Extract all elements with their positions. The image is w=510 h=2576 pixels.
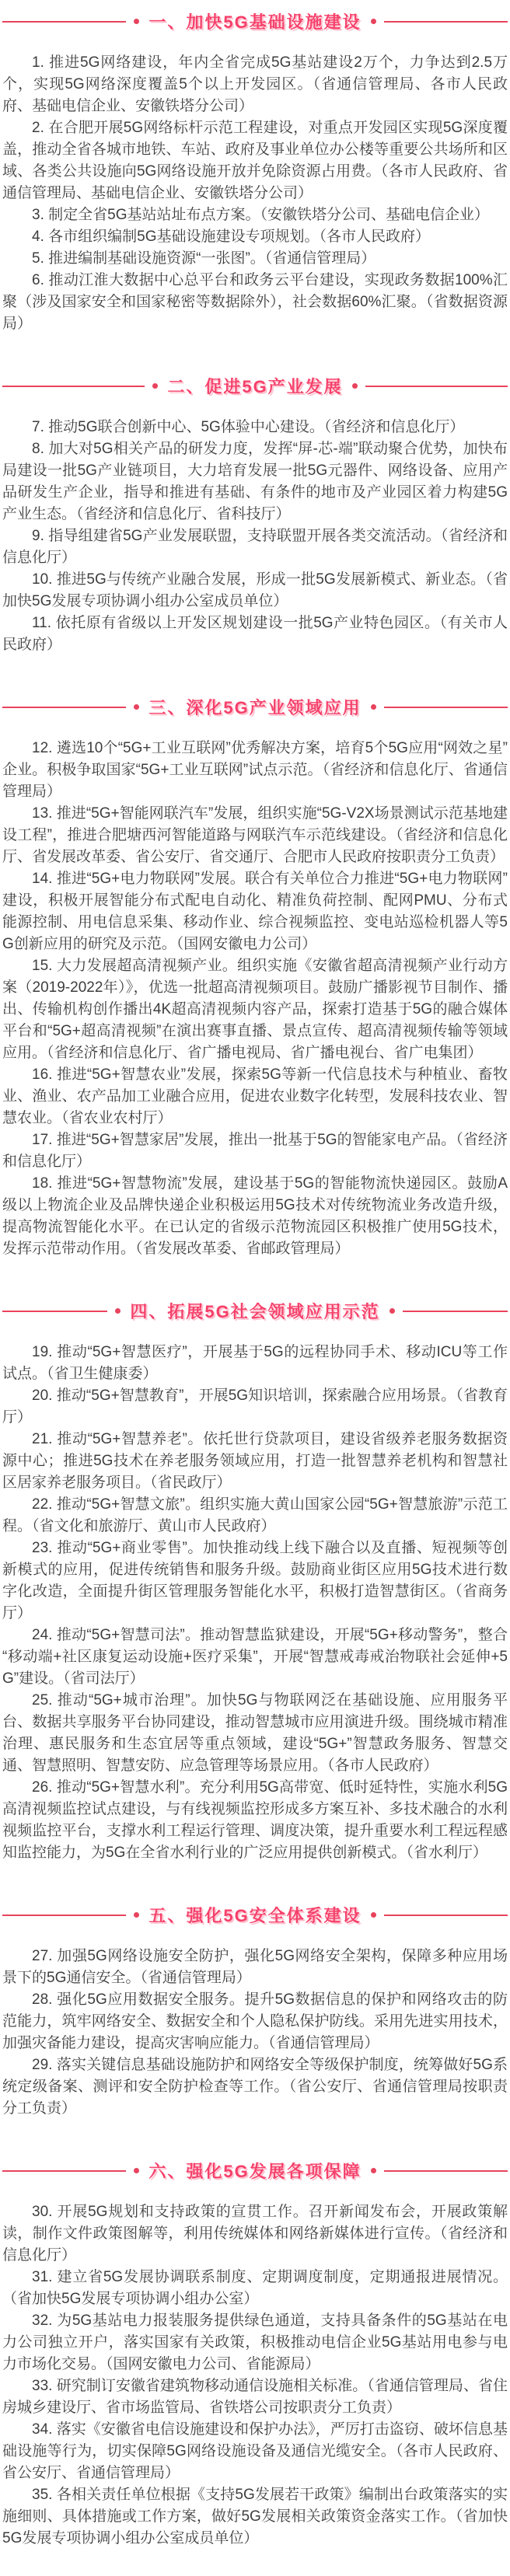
policy-item: 10. 推进5G与传统产业融合发展，形成一批5G发展新模式、新业态。（省加快5G发展专项协调小组办公室成员单位） <box>2 571 508 609</box>
policy-item: 26. 推动“5G+智慧水利”。充分利用5G高带宽、低时延特性，实施水利5G高清视频监控试点建设，与有线视频监控形成多方案互补、多技术融合的水利视频监控平台，支撑水利工程运行管理、调度决策，提升重要水利工程远程感知监控能力，为5G在全省水利行业的广泛应用提供创新模式。（省水利厅） <box>2 1779 508 1861</box>
policy-section <box>2 1903 508 2120</box>
header-rule-left <box>2 386 145 387</box>
section-title: 三、深化5G产业领域应用 <box>148 698 362 717</box>
header-dot-left-icon <box>134 704 139 710</box>
policy-item: 9. 指导组建省5G产业发展联盟，支持联盟开展各类交流活动。（省经济和信息化厅） <box>2 528 508 566</box>
policy-item: 11. 依托原有省级以上开发区规划建设一批5G产业特色园区。（有关市人民政府） <box>2 615 508 653</box>
policy-section <box>2 2159 508 2550</box>
header-rule-right <box>384 1915 508 1916</box>
policy-item: 33. 研究制订安徽省建筑物移动通信设施相关标准。（省通信管理局、省住房城乡建设厅、省市场监管局、省铁塔公司按职责分工负责） <box>2 2378 508 2416</box>
policy-item: 23. 推动“5G+商业零售”。加快推动线上线下融合以及直播、短视频等创新模式的应用，促进传统销售和服务升级。鼓励商业街区应用5G技术进行数字化改造，全面提升街区管理服务智能化水平，积极打造智慧街区。（省商务厅） <box>2 1540 508 1621</box>
policy-item: 14. 推进“5G+电力物联网”发展。联合有关单位合力推进“5G+电力物联网”建设，积极开展智能分布式配电自动化、精准负荷控制、配网PMU、分布式能源控制、用电信息采集、移动作业、综合视频监控、变电站巡检机器人等5G创新应用的研究及示范。（国网安徽电力公司） <box>2 871 508 952</box>
policy-item: 21. 推动“5G+智慧养老”。依托世行贷款项目，建设省级养老服务数据资源中心；推进5G技术在养老服务领域应用，打造一批智慧养老机构和智慧社区居家养老服务项目。（省民政厅） <box>2 1431 508 1491</box>
policy-item: 32. 为5G基站电力报装服务提供绿色通道，支持具备条件的5G基站在电力公司独立开户，落实国家有关政策，积极推动电信企业5G基站用电参与电力市场化交易。（国网安徽电力公司、省能源局） <box>2 2312 508 2372</box>
policy-item: 1. 推进5G网络建设，年内全省完成5G基站建设2万个，力争达到2.5万个，实现5G网络深度覆盖5个以上开发园区。（省通信管理局、各市人民政府、基础电信企业、安徽铁塔分公司） <box>2 54 508 114</box>
section-title: 五、强化5G安全体系建设 <box>148 1906 362 1925</box>
section-header <box>2 374 508 398</box>
header-dot-right-icon <box>371 704 376 710</box>
policy-item: 29. 落实关键信息基础设施防护和网络安全等级保护制度，统筹做好5G系统定级备案、测评和安全防护检查等工作。（省公安厅、省通信管理局按职责分工负责） <box>2 2057 508 2117</box>
policy-item: 20. 推动“5G+智慧教育”，开展5G知识培训，探索融合应用场景。（省教育厅） <box>2 1387 508 1426</box>
header-rule-left <box>2 2170 126 2172</box>
policy-item: 22. 推动“5G+智慧文旅”。组织实施大黄山国家公园“5G+智慧旅游”示范工程。（省文化和旅游厅、黄山市人民政府） <box>2 1496 508 1534</box>
policy-item: 25. 推动“5G+城市治理”。加快5G与物联网泛在基础设施、应用服务平台、数据共享服务平台协同建设，推动智慧城市应用演进升级。围绕城市精准治理、惠民服务和生态宜居等重点领域，建设“5G+”智慧政务服务、智慧交通、智慧照明、智慧安防、应急管理等场景应用。（各市人民政府） <box>2 1692 508 1774</box>
section-header <box>2 9 508 33</box>
policy-item: 8. 加大对5G相关产品的研发力度，发挥“屏-芯-端”联动聚合优势，加快布局建设一批5G产业链项目，大力培育发展一批5G元器件、网络设备、应用产品研发生产企业，指导和推进有基础、有条件的地市及产业园区着力构建5G产业生态。（省经济和信息化厅、省科技厅） <box>2 441 508 522</box>
header-dot-left-icon <box>134 19 139 24</box>
policy-item: 13. 推进“5G+智能网联汽车”发展，组织实施“5G-V2X场景测试示范基地建设工程”，推进合肥塘西河智能道路与网联汽车示范线建设。（省经济和信息化厅、省发展改革委、省公安厅、省交通厅、合肥市人民政府按职责分工负责） <box>2 805 508 865</box>
policy-item: 2. 在合肥开展5G网络标杆示范工程建设，对重点开发园区实现5G深度覆盖，推动全省各城市地铁、车站、政府及事业单位办公楼等重要公共场所和区域、各类公共设施向5G网络设施开放并免除资源占用费。（各市人民政府、省通信管理局、基础电信企业、安徽铁塔分公司） <box>2 120 508 201</box>
header-rule-right <box>384 2170 508 2172</box>
section-title: 一、加快5G基础设施建设 <box>148 12 362 32</box>
header-dot-left-icon <box>134 1912 139 1918</box>
header-dot-left-icon <box>152 383 158 389</box>
policy-item: 4. 各市组织编制5G基础设施建设专项规划。（各市人民政府） <box>32 229 430 245</box>
policy-item: 19. 推动“5G+智慧医疗”，开展基于5G的远程协同手术、移动ICU等工作试点。（省卫生健康委） <box>2 1344 508 1382</box>
policy-item: 27. 加强5G网络设施安全防护，强化5G网络安全架构，保障多种应用场景下的5G通信安全。（省通信管理局） <box>2 1948 508 1986</box>
header-rule-right <box>365 386 508 387</box>
policy-item: 28. 强化5G应用数据安全服务。提升5G数据信息的保护和网络攻击的防范能力，筑牢网络安全、数据安全和个人隐私保护防线。采用先进实用技术，加强灾备能力建设，提高灾害响应能力。（省通信管理局） <box>2 1991 508 2051</box>
section-header <box>2 695 508 719</box>
section-title: 六、强化5G发展各项保障 <box>148 2162 362 2181</box>
policy-section <box>2 9 508 335</box>
policy-item: 5. 推进编制基础设施资源“一张图”。（省通信管理局） <box>32 250 376 267</box>
header-dot-right-icon <box>352 383 358 389</box>
header-rule-right <box>403 1311 508 1312</box>
policy-section <box>2 695 508 1260</box>
policy-item: 35. 各相关责任单位根据《支持5G发展若干政策》编制出台政策落实的实施细则、具体措施或工作方案，做好5G发展相关政策资金落实工作。（省加快5G发展专项协调小组办公室成员单位） <box>2 2487 508 2546</box>
header-rule-right <box>384 707 508 708</box>
policy-item: 24. 推动“5G+智慧司法”。推动智慧监狱建设，开展“5G+移动警务”，整合“移动端+社区康复运动设施+医疗采集”，开展“智慧戒毒戒治物联社会延伸+5G”建设。（省司法厅） <box>2 1627 508 1687</box>
policy-item: 15. 大力发展超高清视频产业。组织实施《安徽省超高清视频产业行动方案（2019-2022年）》，优选一批超高清视频项目。鼓励广播影视节目制作、播出、传输机构创作播出4K超高清视频内容产品，探索打造基于5G的融合媒体平台和“5G+超高清视频”在演出赛事直播、景点宣传、超高清视频传输等领域应用。（省经济和信息化厅、省广播电视局、省广播电视台、省广电集团） <box>2 958 508 1061</box>
policy-item: 12. 遴选10个“5G+工业互联网”优秀解决方案，培育5个5G应用“网效之星”企业。积极争取国家“5G+工业互联网”试点示范。（省经济和信息化厅、省通信管理局） <box>2 740 508 800</box>
section-header <box>2 1903 508 1927</box>
policy-item: 16. 推进“5G+智慧农业”发展，探索5G等新一代信息技术与种植业、畜牧业、渔业、农产品加工业融合应用，促进农业数字化转型，发展科技农业、智慧农业。（省农业农村厅） <box>2 1066 508 1126</box>
policy-item: 3. 制定全省5G基站站址布点方案。（安徽铁塔分公司、基础电信企业） <box>32 207 489 223</box>
policy-item: 18. 推进“5G+智慧物流”发展，建设基于5G的智能物流快递园区。鼓励A级以上物流企业及品牌快递企业积极运用5G技术对传统物流业务改造升级，提高物流智能化水平。在已认定的省级示范物流园区积极推广使用5G技术，发挥示范带动作用。（省发展改革委、省邮政管理局） <box>2 1175 508 1257</box>
section-header <box>2 2159 508 2183</box>
policy-section <box>2 374 508 656</box>
header-rule-left <box>2 1915 126 1916</box>
header-rule-left <box>2 21 126 23</box>
policy-section <box>2 1299 508 1864</box>
header-rule-left <box>2 707 126 708</box>
header-dot-left-icon <box>115 1308 121 1314</box>
policy-item: 34. 落实《安徽省电信设施建设和保护办法》，严厉打击盗窃、破坏信息基础设施等行为，切实保障5G网络设施设备及通信光缆安全。（各市人民政府、省公安厅、省通信管理局） <box>2 2421 508 2481</box>
policy-item: 17. 推进“5G+智慧家居”发展，推出一批基于5G的智能家电产品。（省经济和信息化厅） <box>2 1132 508 1170</box>
policy-item: 31. 建立省5G发展协调联系制度、定期调度制度，定期通报进展情况。（省加快5G发展专项协调小组办公室） <box>2 2269 508 2307</box>
section-title: 二、促进5G产业发展 <box>167 377 343 396</box>
section-title: 四、拓展5G社会领域应用示范 <box>130 1302 380 1321</box>
header-rule-right <box>384 21 508 23</box>
header-dot-right-icon <box>371 19 376 24</box>
header-dot-right-icon <box>389 1308 395 1314</box>
section-header <box>2 1299 508 1323</box>
policy-item: 7. 推动5G联合创新中心、5G体验中心建设。（省经济和信息化厅） <box>32 419 465 435</box>
header-rule-left <box>2 1311 107 1312</box>
policy-item: 30. 开展5G规划和支持政策的宣贯工作。召开新闻发布会，开展政策解读，制作文件政策图解等，利用传统媒体和网络新媒体进行宣传。（省经济和信息化厅） <box>2 2204 508 2264</box>
header-dot-right-icon <box>371 2168 376 2173</box>
policy-item: 6. 推动江淮大数据中心总平台和政务云平台建设，实现政务数据100%汇聚（涉及国家安全和国家秘密等数据除外），社会数据60%汇聚。（省数据资源局） <box>2 272 508 332</box>
header-dot-right-icon <box>371 1912 376 1918</box>
header-dot-left-icon <box>134 2168 139 2173</box>
